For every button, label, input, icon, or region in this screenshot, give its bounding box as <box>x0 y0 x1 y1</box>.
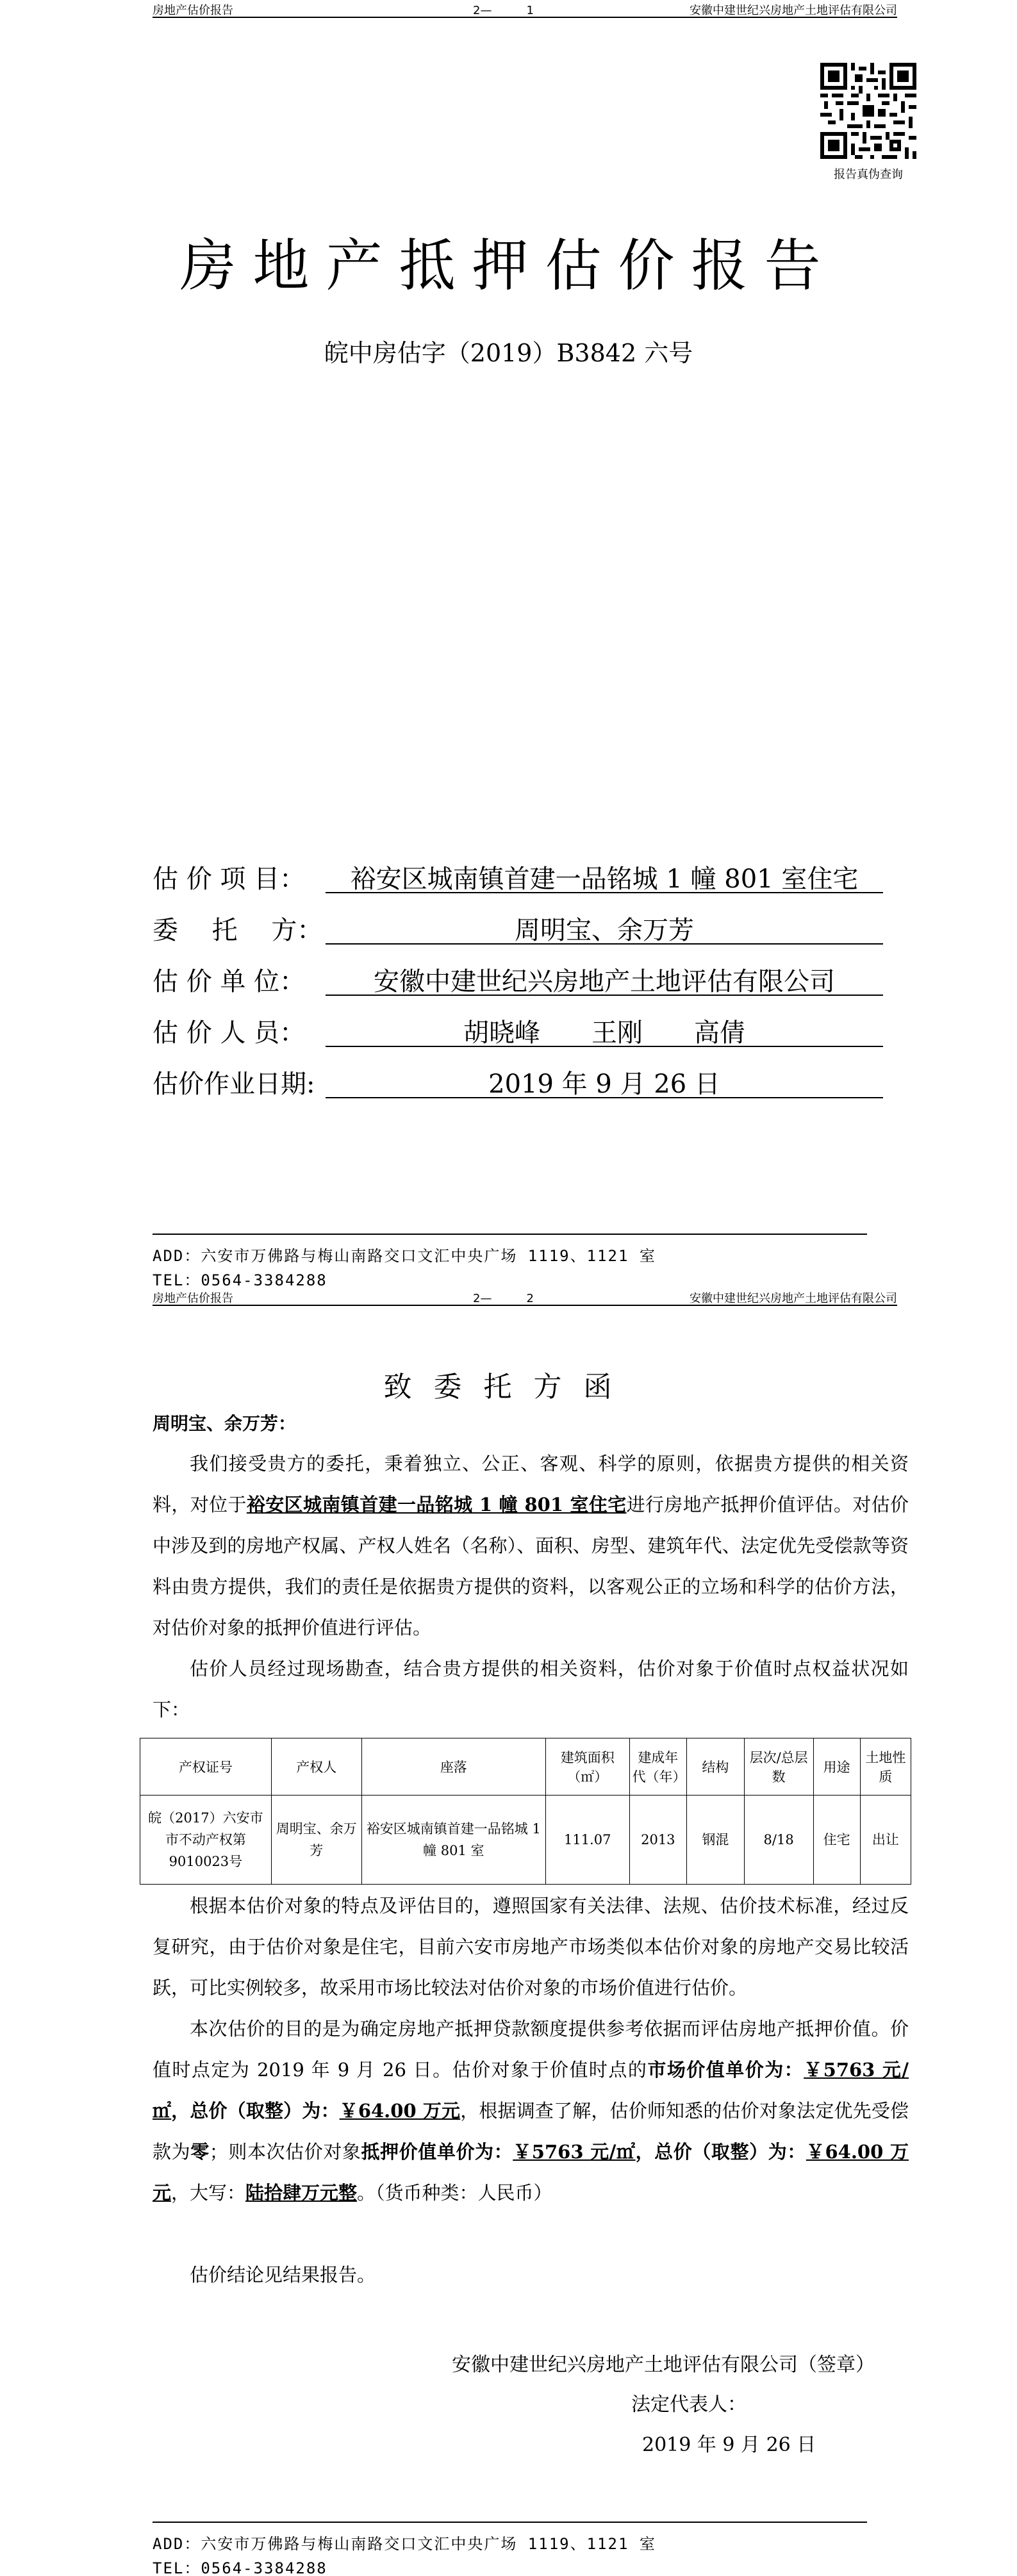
cell-land-type: 出让 <box>860 1796 911 1885</box>
report-title: 房地产抵押估价报告 <box>179 233 838 299</box>
footer-divider <box>153 1234 867 1235</box>
cell-owner: 周明宝、余万芳 <box>271 1796 361 1885</box>
field-label: 估 价 单 位： <box>153 967 306 996</box>
paragraph-method: 根据本估价对象的特点及评估目的，遵照国家有关法律、法规、估价技术标准，经过反复研究，由于估价对象是住宅，目前六安市房地产市场类似本估价对象的房地产交易比较活跃，可比实例较多，故采用市场比较法对估价对象的市场价值进行估价。 <box>153 1895 909 1999</box>
footer-phone: TEL：0564-3384288 <box>153 2559 327 2576</box>
field-appraisers <box>153 1012 883 1051</box>
col-header: 土地性质 <box>860 1738 911 1796</box>
field-label: 估价作业日期: <box>153 1069 315 1099</box>
qr-caption: 报告真伪查询 <box>834 168 903 181</box>
col-header: 建筑面积（㎡） <box>545 1738 629 1796</box>
field-project <box>153 859 883 897</box>
mortgage-unit-price: ￥5763 元/㎡ <box>513 2141 636 2163</box>
paragraph-see-report: 估价结论见结果报告。 <box>190 2264 376 2286</box>
field-value: 周明宝、余万芳 <box>326 910 883 945</box>
mortgage-total-price: ￥64.00 万元 <box>153 2141 909 2204</box>
text-bold: 抵押价值单价为： <box>361 2141 513 2163</box>
market-unit-price: ￥5763 元/㎡ <box>153 2059 909 2122</box>
cell-usage: 住宅 <box>813 1796 860 1885</box>
cell-floor: 8/18 <box>744 1796 813 1885</box>
field-label: 估 价 项 目： <box>153 864 306 894</box>
field-appraiser-company <box>153 961 883 1000</box>
field-value: 胡晓峰 王刚 高倩 <box>326 1012 883 1047</box>
header-right: 安徽中建世纪兴房地产土地评估有限公司 <box>690 4 897 17</box>
cell-cert-no: 皖（2017）六安市市不动产权第9010023号 <box>140 1796 272 1885</box>
signature-date: 2019 年 9 月 26 日 <box>642 2434 816 2456</box>
header-left: 房地产估价报告 <box>153 1292 233 1305</box>
col-header: 产权证号 <box>140 1738 272 1796</box>
salutation: 周明宝、余万芳： <box>153 1413 297 1434</box>
text-bold: 市场价值单价为： <box>647 2059 804 2081</box>
field-work-date <box>153 1064 883 1102</box>
amount-in-words: 陆拾肆万元整 <box>245 2182 358 2204</box>
page-2 <box>0 1288 1017 2576</box>
cell-year: 2013 <box>629 1796 687 1885</box>
col-header: 用途 <box>813 1738 860 1796</box>
cell-area: 111.07 <box>545 1796 629 1885</box>
paragraph-conclusion <box>153 2008 909 2213</box>
col-header: 产权人 <box>271 1738 361 1796</box>
field-label: 估 价 人 员： <box>153 1018 306 1048</box>
paragraph-survey: 估价人员经过现场勘查，结合贵方提供的相关资料，估价对象于价值时点权益状况如下： <box>153 1658 909 1721</box>
report-number: 皖中房估字（2019）B3842 六号 <box>324 339 693 367</box>
signature-company: 安徽中建世纪兴房地产土地评估有限公司（签章） <box>452 2354 875 2376</box>
text: ，根据调查了解，估价师知悉的估价对象法定优先受偿款为 <box>153 2100 909 2163</box>
field-value: 裕安区城南镇首建一品铭城 1 幢 801 室住宅 <box>326 859 883 893</box>
cell-structure: 钢混 <box>687 1796 745 1885</box>
header-left: 房地产估价报告 <box>153 4 233 17</box>
footer-phone: TEL：0564-3384288 <box>153 1271 327 1288</box>
table-header-row <box>140 1738 911 1796</box>
page-number: 2— 1 <box>473 4 534 17</box>
text: 本次估价的目的是为确定房地产抵押贷款额度提供参考依据而评估房地产抵押价值。价值时点定为 2019 年 9 月 26 日。估价对象于价值时点的 <box>153 2018 909 2081</box>
col-header: 层次/总层数 <box>744 1738 813 1796</box>
field-label: 委 托 方： <box>153 916 323 945</box>
page-header <box>153 1288 897 1306</box>
header-right: 安徽中建世纪兴房地产土地评估有限公司 <box>690 1292 897 1305</box>
text: 我们接受贵方的委托，秉着独立、公正、客观、科学的原则，依据贵方提供的相关资料，对位于 <box>153 1453 909 1515</box>
footer-address: ADD：六安市万佛路与梅山南路交口文汇中央广场 1119、1121 室 <box>153 2535 656 2553</box>
field-client <box>153 910 883 948</box>
field-value: 安徽中建世纪兴房地产土地评估有限公司 <box>326 961 883 996</box>
col-header: 结构 <box>687 1738 745 1796</box>
field-value: 2019 年 9 月 26 日 <box>326 1064 883 1098</box>
market-total-price: ￥64.00 万元 <box>339 2100 461 2122</box>
table-row <box>140 1796 911 1885</box>
paragraph-intro <box>153 1443 909 1648</box>
text: ；则本次估价对象 <box>209 2141 361 2163</box>
cell-location: 裕安区城南镇首建一品铭城 1 幢 801 室 <box>361 1796 545 1885</box>
text: 。（货币种类：人民币） <box>357 2182 552 2204</box>
letter-heading: 致委托方函 <box>383 1371 634 1403</box>
text: 进行房地产抵押价值评估。对估价中涉及到的房地产权属、产权人姓名（名称）、面积、房型、建筑年代、法定优先受偿款等资料由贵方提供，我们的责任是依据贵方提供的资料，以客观公正的立场和科学的估价方法，对估价对象的抵押价值进行评估。 <box>153 1494 909 1639</box>
page-number: 2— 2 <box>473 1292 534 1305</box>
text-bold: ，总价（取整）为： <box>635 2141 806 2163</box>
property-address: 裕安区城南镇首建一品铭城 1 幢 801 室住宅 <box>246 1494 627 1515</box>
page-header <box>153 0 897 18</box>
footer-divider <box>153 2522 867 2523</box>
col-header: 建成年代（年） <box>629 1738 687 1796</box>
text: ，大写： <box>171 2182 246 2204</box>
footer-address: ADD：六安市万佛路与梅山南路交口文汇中央广场 1119、1121 室 <box>153 1247 656 1265</box>
text-bold: ，总价（取整）为： <box>171 2100 340 2122</box>
col-header: 座落 <box>361 1738 545 1796</box>
property-table <box>140 1738 911 1885</box>
qr-code-icon[interactable] <box>820 63 916 159</box>
signature-representative: 法定代表人： <box>631 2393 747 2416</box>
text-bold: 零 <box>190 2141 210 2163</box>
